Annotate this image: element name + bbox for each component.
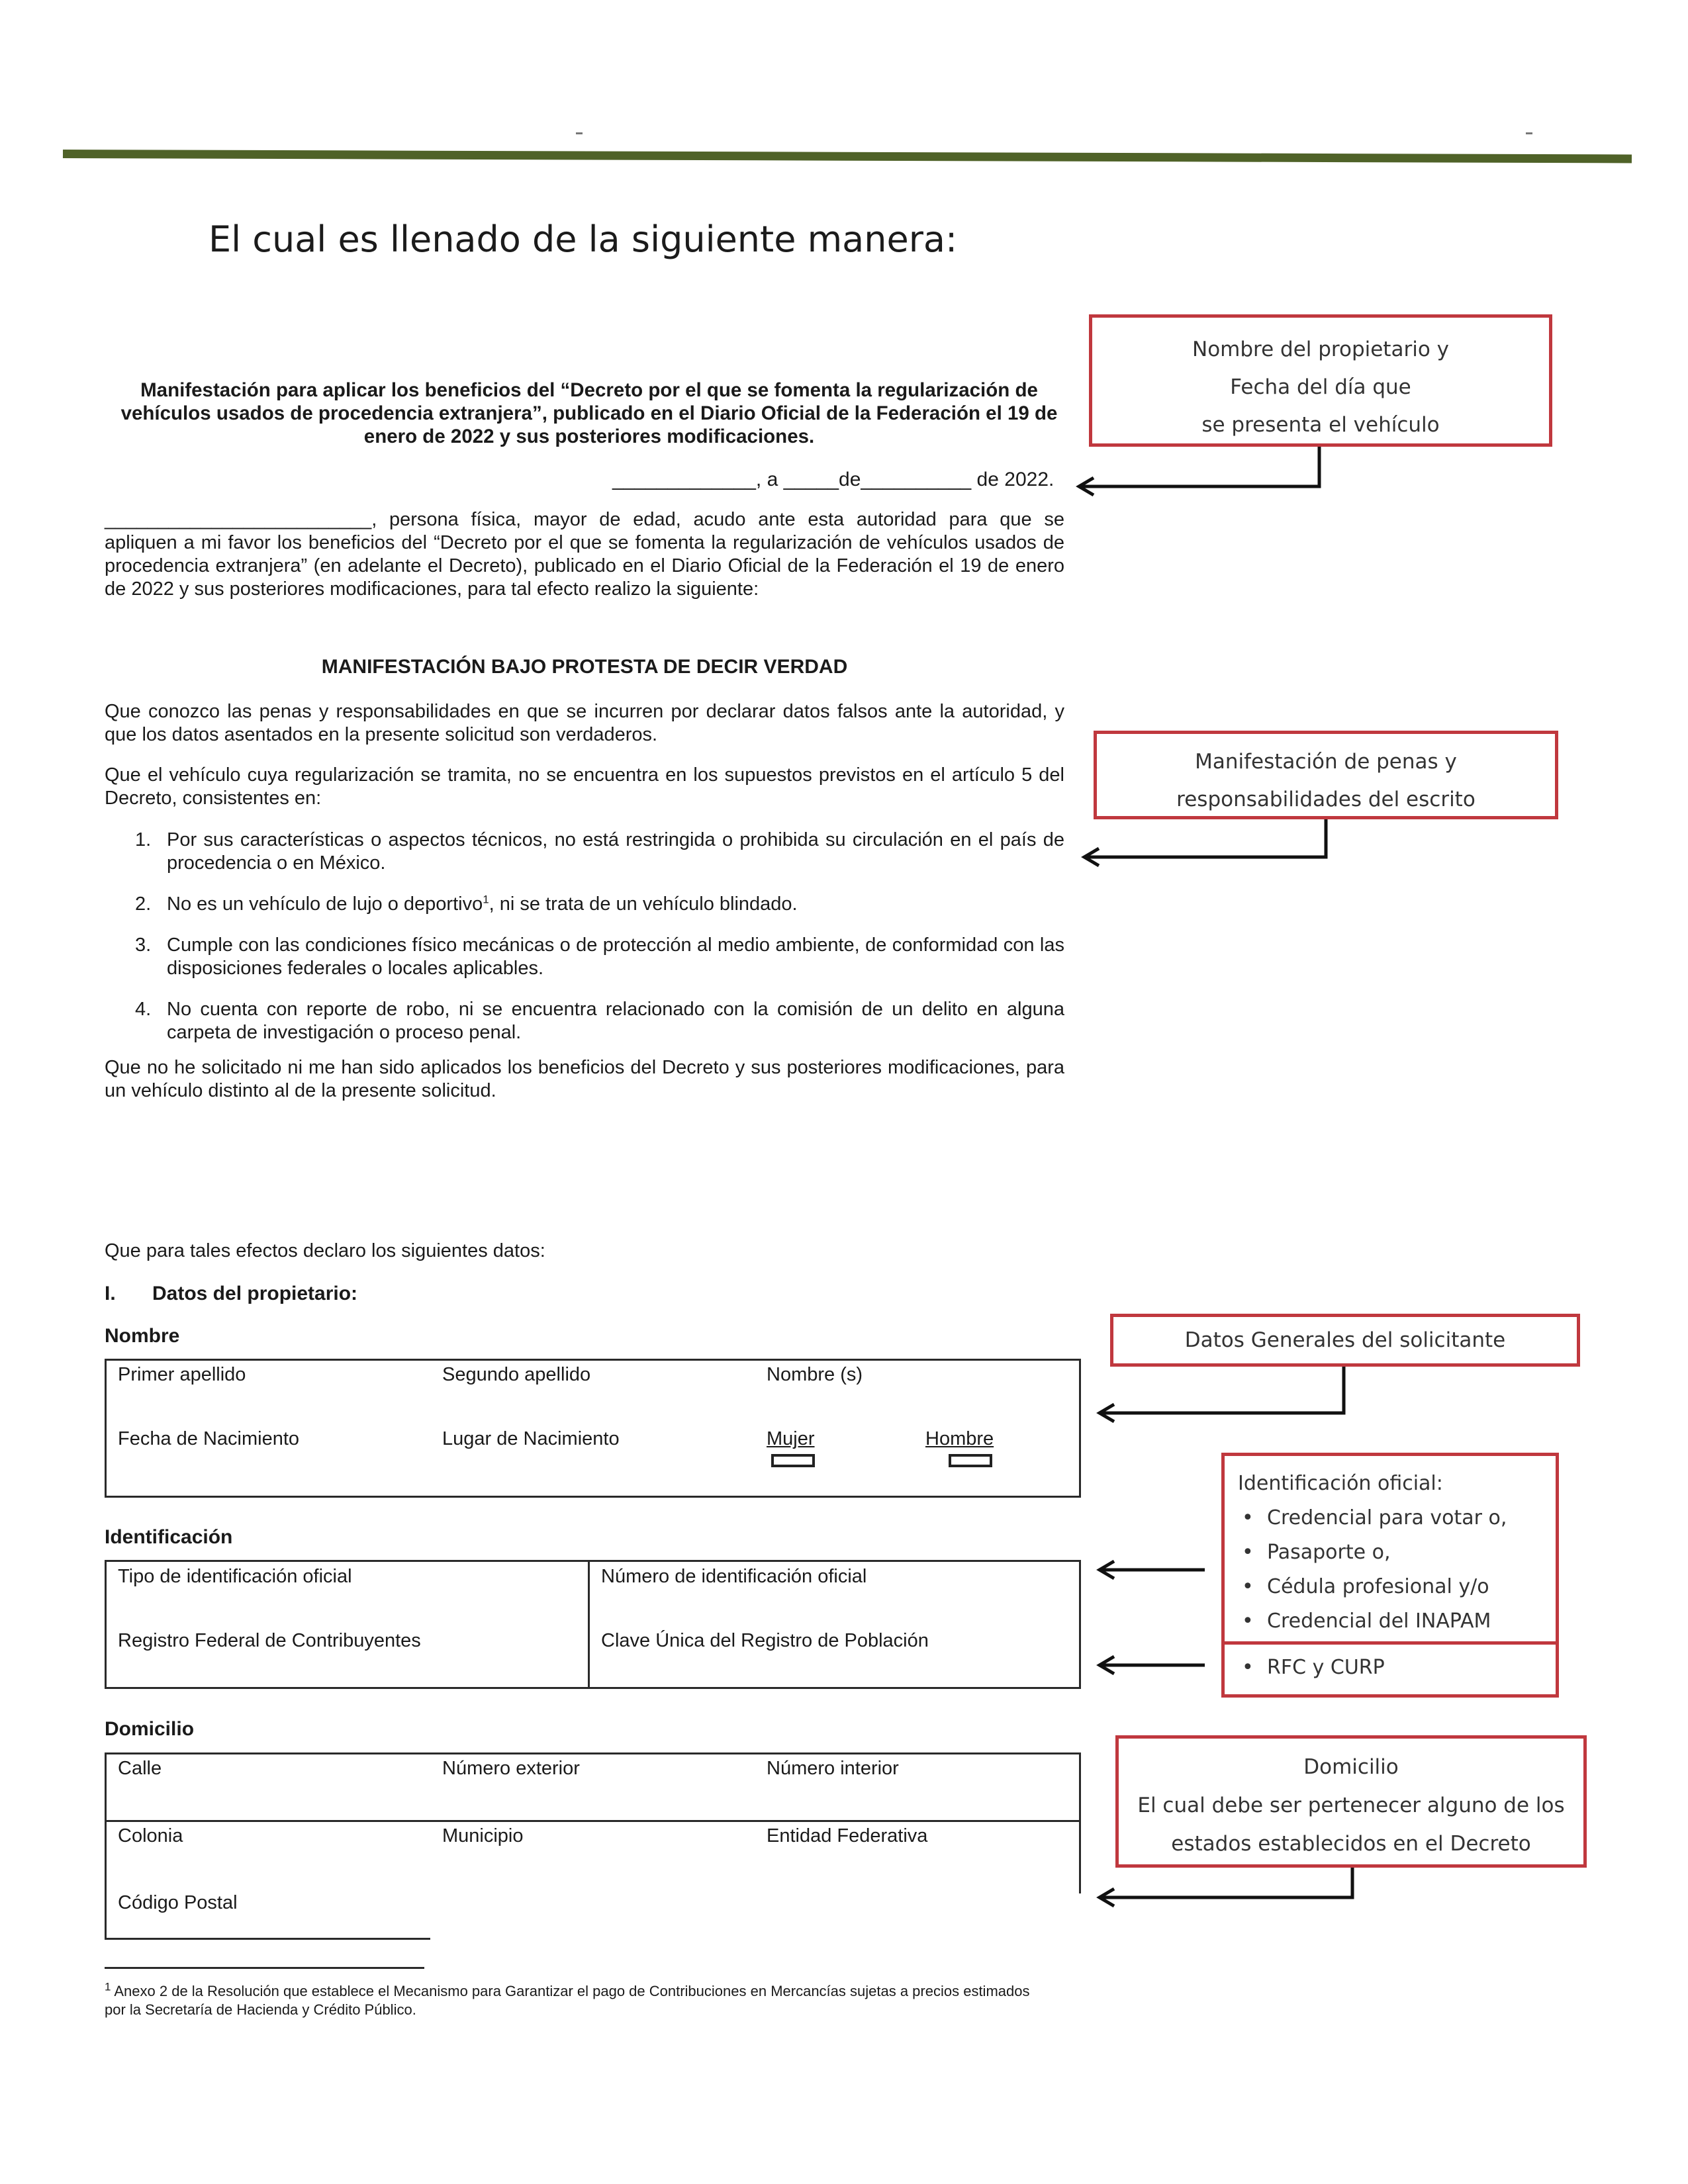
date-line: _____________, a _____de__________ de 2022. (612, 469, 1055, 490)
callout-line: se presenta el vehículo (1201, 413, 1440, 437)
codigo-postal-label: Código Postal (118, 1892, 238, 1913)
callout-line: Fecha del día que (1230, 375, 1411, 399)
primer-apellido-label: Primer apellido (118, 1364, 246, 1385)
intro-line: _________________________, persona física, mayor de edad, acudo ante esta autoridad para que se (105, 509, 1064, 530)
identificacion-label: Identificación (105, 1526, 233, 1548)
title-line: enero de 2022 y sus posteriores modificaciones. (363, 426, 815, 447)
callout-line: Datos Generales del solicitante (1184, 1328, 1506, 1352)
intro-line: apliquen a mi favor los beneficios del “Decreto por el que se fomenta la regularización de vehículos usados de (105, 532, 1064, 553)
item-number: 1. (135, 829, 152, 850)
arrow-domicilio (1101, 1868, 1352, 1897)
rfc-label: Registro Federal de Contribuyentes (118, 1630, 421, 1651)
numero-identificacion-label: Número de identificación oficial (601, 1566, 867, 1587)
item-number: 3. (135, 934, 152, 956)
title-line: Manifestación para aplicar los beneficios del “Decreto por el que se fomenta la regularización de (140, 379, 1038, 401)
callout-line: responsabilidades del escrito (1176, 788, 1476, 811)
numero-exterior-label: Número exterior (442, 1758, 580, 1779)
paragraph-2: Que el vehículo cuya regularización se tramita, no se encuentra en los supuestos previstos en el artículo 5 del Decreto, consistentes en: (105, 764, 1064, 809)
domicilio-label: Domicilio (105, 1718, 195, 1740)
nombre-label: Nombre (105, 1325, 180, 1347)
curp-label: Clave Única del Registro de Población (601, 1630, 929, 1651)
callout-line: Nombre del propietario y (1192, 338, 1449, 361)
hombre-label: Hombre (925, 1428, 994, 1449)
list-item: • Credencial del INAPAM (1238, 1604, 1556, 1639)
list-item: • Cédula profesional y/o (1238, 1570, 1556, 1604)
footnote-line: $^1$ Anexo 2 de la Resolución que establece el Mecanismo para Garantizar el pago de Contribuciones en Mercancías sujetas a precios estimados (105, 1980, 1030, 1999)
callout-line: Manifestación de penas y (1195, 750, 1457, 774)
protest-title: MANIFESTACIÓN BAJO PROTESTA DE DECIR VERDAD (321, 656, 848, 678)
entidad-federativa-label: Entidad Federativa (767, 1825, 928, 1846)
item-text: No es un vehículo de lujo o deportivo (167, 893, 483, 915)
list-item: • Pasaporte o, (1238, 1535, 1556, 1570)
item-text: , ni se trata de un vehículo blindado. (489, 893, 798, 915)
callout-line: Domicilio (1303, 1755, 1399, 1779)
fecha-nacimiento-label: Fecha de Nacimiento (118, 1428, 300, 1449)
item-number: 4. (135, 999, 152, 1020)
arrow-penas (1086, 819, 1326, 857)
callout-line: El cual debe ser pertenecer alguno de los (1137, 1794, 1565, 1817)
municipio-label: Municipio (442, 1825, 524, 1846)
list-item: • Credencial para votar o, (1238, 1501, 1556, 1535)
segundo-apellido-label: Segundo apellido (442, 1364, 591, 1385)
callout-title: Identificación oficial: (1238, 1472, 1443, 1495)
item-text: No cuenta con reporte de robo, ni se encuentra relacionado con la comisión de un delito en alguna carpeta de investigación o proceso penal. (167, 999, 1064, 1043)
section-title: Datos del propietario: (152, 1283, 358, 1304)
footnote-line: por la Secretaría de Hacienda y Crédito Público. (105, 2001, 416, 2018)
arrow-datos-generales (1101, 1367, 1344, 1413)
intro-line: procedencia extranjera” (en adelante el Decreto), publicado en el Diario Oficial de la Federación el 19 de enero (105, 555, 1064, 576)
calle-label: Calle (118, 1758, 162, 1779)
paragraph-1: Que conozco las penas y responsabilidades en que se incurren por declarar datos falsos ante la autoridad, y que los datos asentados en la presente solicitud son verdaderos. (105, 701, 1064, 745)
lugar-nacimiento-label: Lugar de Nacimiento (442, 1428, 620, 1449)
tipo-identificacion-label: Tipo de identificación oficial (118, 1566, 352, 1587)
page-heading: El cual es llenado de la siguiente manera: (209, 218, 958, 260)
item-text: Cumple con las condiciones físico mecánicas o de protección al medio ambiente, de conformidad con las disposiciones federales o locales aplicables. (167, 934, 1064, 979)
numero-interior-label: Número interior (767, 1758, 899, 1779)
mujer-label: Mujer (767, 1428, 815, 1449)
colonia-label: Colonia (118, 1825, 183, 1846)
footnote-ref: 1 (483, 893, 489, 906)
item-text: Por sus características o aspectos técnicos, no está restringida o prohibida su circulación en el país de procedencia o en México. (167, 829, 1064, 874)
title-line: vehículos usados de procedencia extranjera”, publicado en el Diario Oficial de la Federación el 19 de (120, 402, 1058, 424)
arrow-propietario (1080, 447, 1319, 486)
callout-line: estados establecidos en el Decreto (1171, 1832, 1531, 1856)
list-item: • RFC y CURP (1238, 1648, 1385, 1688)
paragraph-3: Que no he solicitado ni me han sido aplicados los beneficios del Decreto y sus posteriores modificaciones, para un vehículo distinto al de la presente solicitud. (105, 1057, 1064, 1101)
intro-line: de 2022 y sus posteriores modificaciones, para tal efecto realizo la siguiente: (105, 578, 759, 600)
footnote-mark: 1 (105, 1980, 111, 1993)
section-number: I. (105, 1283, 116, 1304)
data-intro: Que para tales efectos declaro los siguientes datos: (105, 1240, 545, 1261)
nombres-label: Nombre (s) (767, 1364, 863, 1385)
item-number: 2. (135, 893, 152, 915)
